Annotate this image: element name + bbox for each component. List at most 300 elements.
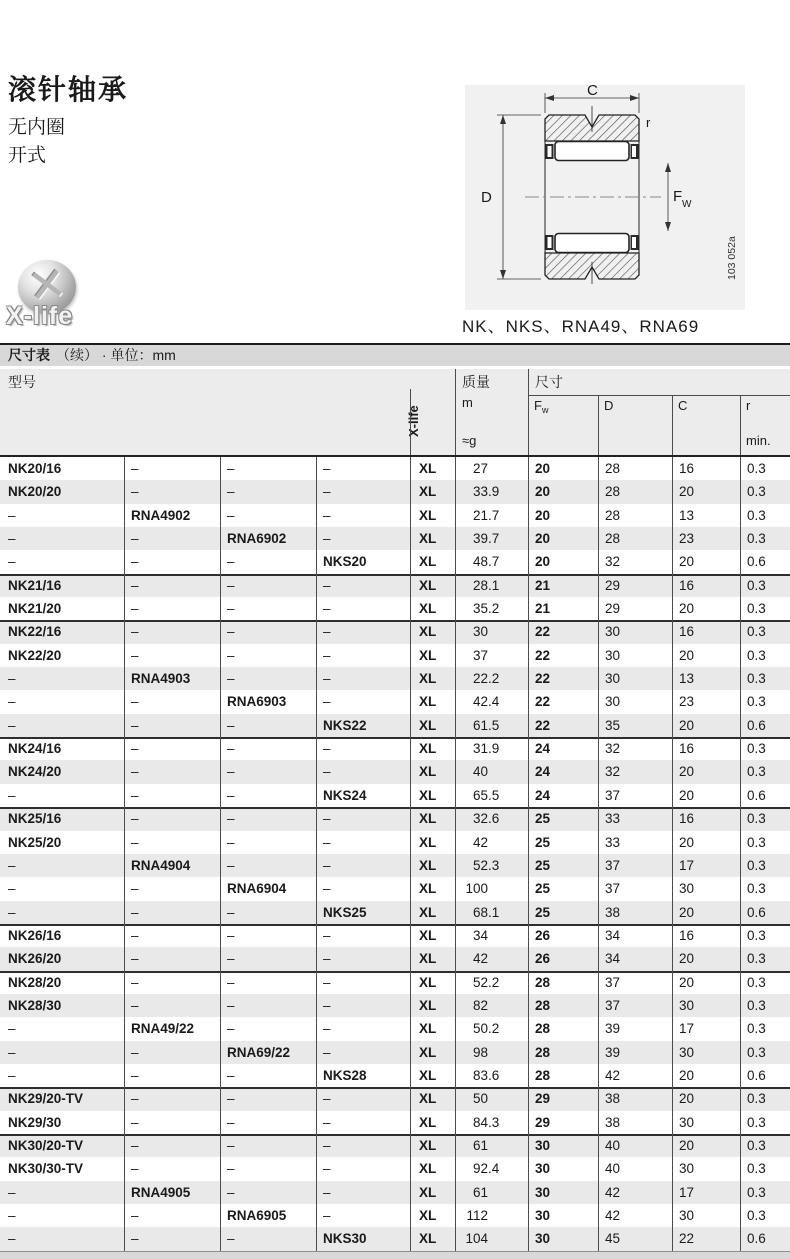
cell-fw: 30 xyxy=(528,1227,598,1250)
cell-model-rna69: – xyxy=(220,574,316,597)
cell-model-nks: NKS25 xyxy=(316,901,410,924)
cell-r: 0.3 xyxy=(740,807,790,830)
cell-model-rna69: – xyxy=(220,644,316,667)
table-row xyxy=(0,667,790,690)
cell-fw: 28 xyxy=(528,971,598,994)
table-row xyxy=(0,924,790,947)
cell-mass: 42 xyxy=(455,947,528,970)
cell-model-nk: NK24/16 xyxy=(8,741,62,757)
cell-model-rna69: – xyxy=(220,550,316,573)
cell-d: 34 xyxy=(598,924,672,947)
cell-fw: 22 xyxy=(528,644,598,667)
cell-model-nk: – xyxy=(8,554,16,570)
cell-model-nks: – xyxy=(316,574,410,597)
cell-xlife: XL xyxy=(410,1157,455,1180)
cell-model-nk: – xyxy=(8,1184,16,1200)
cell-xlife: XL xyxy=(410,877,455,900)
cell-c: 13 xyxy=(672,504,740,527)
table-row xyxy=(0,947,790,970)
cell-model-rna69: – xyxy=(220,1064,316,1087)
cell-model-rna69: – xyxy=(220,714,316,737)
cell-model-nk: NK20/16 xyxy=(8,461,62,476)
cell-xlife: XL xyxy=(410,994,455,1017)
cell-xlife: XL xyxy=(410,480,455,503)
cell-xlife: XL xyxy=(410,854,455,877)
cell-c: 17 xyxy=(672,854,740,877)
cell-mass: 104 xyxy=(455,1227,528,1250)
cell-r: 0.3 xyxy=(740,597,790,620)
table-row xyxy=(0,597,790,620)
cell-model-nks: – xyxy=(316,924,410,947)
cell-model-nk: – xyxy=(8,881,16,897)
cell-d: 40 xyxy=(598,1134,672,1157)
cell-c: 16 xyxy=(672,457,740,480)
cell-xlife: XL xyxy=(410,1017,455,1040)
section-bar xyxy=(0,343,790,366)
cell-model-nks: – xyxy=(316,457,410,480)
cell-fw: 22 xyxy=(528,620,598,643)
cell-r: 0.3 xyxy=(740,877,790,900)
cell-model-rna69: RNA6905 xyxy=(220,1204,316,1227)
cell-d: 28 xyxy=(598,457,672,480)
table-row xyxy=(0,457,790,480)
cell-model-nks: – xyxy=(316,597,410,620)
cell-c: 20 xyxy=(672,1064,740,1087)
cell-model-nk: NK22/20 xyxy=(8,647,62,663)
cell-model-rna69: – xyxy=(220,807,316,830)
cell-mass: 82 xyxy=(455,994,528,1017)
cell-mass: 35.2 xyxy=(455,597,528,620)
bearing-drawing xyxy=(465,85,745,310)
cell-mass: 50.2 xyxy=(455,1017,528,1040)
section-bar-title: 尺寸表 xyxy=(8,347,50,363)
cell-model-nk: – xyxy=(8,857,16,873)
table-row xyxy=(0,574,790,597)
cell-c: 20 xyxy=(672,971,740,994)
cell-xlife: XL xyxy=(410,1111,455,1134)
cell-model-rna69: RNA6904 xyxy=(220,877,316,900)
table-row xyxy=(0,1204,790,1227)
cell-c: 17 xyxy=(672,1017,740,1040)
cell-model-nks: NKS30 xyxy=(316,1227,410,1250)
cell-c: 20 xyxy=(672,480,740,503)
cell-c: 30 xyxy=(672,1041,740,1064)
cell-xlife: XL xyxy=(410,550,455,573)
cell-r: 0.3 xyxy=(740,1181,790,1204)
cell-model-nks: – xyxy=(316,620,410,643)
cell-d: 30 xyxy=(598,690,672,713)
cell-d: 39 xyxy=(598,1017,672,1040)
cell-r: 0.3 xyxy=(740,480,790,503)
cell-r: 0.6 xyxy=(740,1227,790,1250)
cell-r: 0.3 xyxy=(740,760,790,783)
cell-model-rna49: – xyxy=(124,1157,220,1180)
cell-model-rna69: – xyxy=(220,784,316,807)
cell-mass: 98 xyxy=(455,1041,528,1064)
table-row xyxy=(0,1111,790,1134)
cell-fw: 25 xyxy=(528,807,598,830)
cell-mass: 52.3 xyxy=(455,854,528,877)
cell-mass: 30 xyxy=(455,620,528,643)
cell-c: 17 xyxy=(672,1181,740,1204)
cell-model-rna49: – xyxy=(124,690,220,713)
cell-model-rna69: – xyxy=(220,737,316,760)
cell-d: 45 xyxy=(598,1227,672,1250)
cell-xlife: XL xyxy=(410,1181,455,1204)
cell-model-nks: – xyxy=(316,760,410,783)
table-row xyxy=(0,1064,790,1087)
cell-r: 0.3 xyxy=(740,831,790,854)
table-header xyxy=(0,369,790,457)
cell-model-rna49: – xyxy=(124,1111,220,1134)
subtitle-open-type: 开式 xyxy=(8,145,47,166)
cell-xlife: XL xyxy=(410,1134,455,1157)
header-divider xyxy=(598,395,599,455)
cell-c: 16 xyxy=(672,924,740,947)
cell-model-nks: – xyxy=(316,1041,410,1064)
cell-model-nks: – xyxy=(316,1204,410,1227)
table-row xyxy=(0,1041,790,1064)
cell-model-rna69: – xyxy=(220,994,316,1017)
table-row xyxy=(0,1134,790,1157)
cell-c: 20 xyxy=(672,597,740,620)
cell-model-nk: – xyxy=(8,507,16,523)
cell-d: 37 xyxy=(598,784,672,807)
cell-xlife: XL xyxy=(410,574,455,597)
cell-fw: 28 xyxy=(528,994,598,1017)
table-row xyxy=(0,807,790,830)
cell-fw: 28 xyxy=(528,1041,598,1064)
cell-r: 0.3 xyxy=(740,574,790,597)
cell-mass: 84.3 xyxy=(455,1111,528,1134)
cell-model-rna69: – xyxy=(220,854,316,877)
cell-model-rna69: – xyxy=(220,901,316,924)
cell-model-nks: NKS28 xyxy=(316,1064,410,1087)
cell-d: 38 xyxy=(598,1087,672,1110)
cell-d: 29 xyxy=(598,574,672,597)
cell-mass: 48.7 xyxy=(455,550,528,573)
cell-model-rna49: – xyxy=(124,1087,220,1110)
cell-r: 0.3 xyxy=(740,527,790,550)
cell-model-nk: NK22/16 xyxy=(8,624,62,640)
cell-model-rna69: – xyxy=(220,1157,316,1180)
table-row xyxy=(0,504,790,527)
cell-model-nk: NK25/16 xyxy=(8,811,62,827)
cell-xlife: XL xyxy=(410,597,455,620)
cell-xlife: XL xyxy=(410,760,455,783)
cell-r: 0.3 xyxy=(740,947,790,970)
cell-model-nks: – xyxy=(316,690,410,713)
cell-model-nks: – xyxy=(316,480,410,503)
cell-model-rna49: – xyxy=(124,971,220,994)
cell-model-nk: – xyxy=(8,1208,16,1223)
cell-model-nk: – xyxy=(8,1021,16,1037)
cell-c: 20 xyxy=(672,760,740,783)
cell-model-rna69: RNA69/22 xyxy=(220,1041,316,1064)
cell-c: 20 xyxy=(672,1134,740,1157)
cell-model-rna49: – xyxy=(124,901,220,924)
table-row xyxy=(0,1087,790,1110)
cell-mass: 42 xyxy=(455,831,528,854)
col-header-r: r xyxy=(746,398,751,413)
cell-fw: 20 xyxy=(528,504,598,527)
cell-model-rna69: – xyxy=(220,457,316,480)
table-row xyxy=(0,877,790,900)
cell-r: 0.3 xyxy=(740,1157,790,1180)
cell-model-rna49: – xyxy=(124,1227,220,1250)
cell-d: 33 xyxy=(598,831,672,854)
cell-fw: 29 xyxy=(528,1111,598,1134)
cell-c: 23 xyxy=(672,527,740,550)
cell-model-rna69: – xyxy=(220,667,316,690)
cell-model-nk: NK20/20 xyxy=(8,484,62,500)
cell-model-rna49: – xyxy=(124,947,220,970)
cell-c: 13 xyxy=(672,667,740,690)
cell-r: 0.3 xyxy=(740,971,790,994)
cell-fw: 20 xyxy=(528,480,598,503)
figure-code: 103 052a xyxy=(726,236,738,280)
cell-model-rna49: – xyxy=(124,807,220,830)
cell-mass: 42.4 xyxy=(455,690,528,713)
cell-model-nks: – xyxy=(316,831,410,854)
col-header-mass: 质量 xyxy=(462,374,490,390)
cell-d: 37 xyxy=(598,854,672,877)
bearing-cross-section-svg xyxy=(465,85,745,310)
cell-mass: 50 xyxy=(455,1087,528,1110)
table-row xyxy=(0,1181,790,1204)
cell-model-nk: NK28/30 xyxy=(8,997,62,1013)
cell-fw: 26 xyxy=(528,947,598,970)
cell-fw: 24 xyxy=(528,760,598,783)
col-header-mass-unit: ≈g xyxy=(462,433,477,448)
cell-mass: 61 xyxy=(455,1181,528,1204)
cell-d: 32 xyxy=(598,550,672,573)
cell-r: 0.3 xyxy=(740,1041,790,1064)
cell-d: 34 xyxy=(598,947,672,970)
cell-model-nk: NK21/16 xyxy=(8,577,62,593)
cell-mass: 83.6 xyxy=(455,1064,528,1087)
table-row xyxy=(0,1227,790,1250)
cell-mass: 32.6 xyxy=(455,807,528,830)
cell-d: 38 xyxy=(598,1111,672,1134)
cell-mass: 31.9 xyxy=(455,737,528,760)
cell-model-rna49: RNA4902 xyxy=(124,504,220,527)
table-row xyxy=(0,690,790,713)
cell-model-nk: NK30/20-TV xyxy=(8,1137,84,1153)
cell-model-rna49: – xyxy=(124,1134,220,1157)
col-header-dimensions: 尺寸 xyxy=(535,374,563,390)
cell-fw: 28 xyxy=(528,1017,598,1040)
cell-model-rna49: – xyxy=(124,597,220,620)
cell-model-rna49: – xyxy=(124,574,220,597)
cell-model-nks: – xyxy=(316,504,410,527)
cell-model-nks: – xyxy=(316,644,410,667)
cell-model-nks: NKS22 xyxy=(316,714,410,737)
table-row xyxy=(0,527,790,550)
cell-model-rna49: – xyxy=(124,527,220,550)
cell-c: 16 xyxy=(672,737,740,760)
cell-xlife: XL xyxy=(410,504,455,527)
cell-fw: 28 xyxy=(528,1064,598,1087)
cell-d: 37 xyxy=(598,994,672,1017)
header-divider xyxy=(410,389,411,455)
cell-d: 37 xyxy=(598,877,672,900)
cell-mass: 65.5 xyxy=(455,784,528,807)
cell-model-rna69: – xyxy=(220,1227,316,1250)
cell-model-rna69: – xyxy=(220,620,316,643)
col-header-fw: $F_w$ xyxy=(534,398,549,415)
cell-r: 0.3 xyxy=(740,457,790,480)
cell-model-rna49: – xyxy=(124,644,220,667)
cell-model-rna69: – xyxy=(220,831,316,854)
cell-model-nks: – xyxy=(316,971,410,994)
cell-r: 0.3 xyxy=(740,644,790,667)
table-row xyxy=(0,760,790,783)
cell-fw: 25 xyxy=(528,831,598,854)
cell-fw: 25 xyxy=(528,877,598,900)
cell-model-rna49: RNA4903 xyxy=(124,667,220,690)
cell-xlife: XL xyxy=(410,457,455,480)
xlife-logo-text: X-life xyxy=(6,302,74,330)
cell-model-nk: – xyxy=(8,671,16,687)
cell-xlife: XL xyxy=(410,971,455,994)
cell-fw: 30 xyxy=(528,1134,598,1157)
cell-c: 16 xyxy=(672,574,740,597)
cell-model-rna49: – xyxy=(124,620,220,643)
cell-model-rna49: – xyxy=(124,457,220,480)
cell-r: 0.6 xyxy=(740,550,790,573)
cell-model-rna69: – xyxy=(220,947,316,970)
cell-xlife: XL xyxy=(410,644,455,667)
cell-c: 30 xyxy=(672,1204,740,1227)
cell-model-rna49: – xyxy=(124,924,220,947)
xlife-x-icon: ✕ xyxy=(24,256,70,314)
cell-mass: 21.7 xyxy=(455,504,528,527)
cell-d: 29 xyxy=(598,597,672,620)
cell-mass: 28.1 xyxy=(455,574,528,597)
cell-d: 42 xyxy=(598,1204,672,1227)
table-row xyxy=(0,854,790,877)
cell-model-rna49: – xyxy=(124,714,220,737)
dim-label-d: D xyxy=(481,189,492,206)
dim-label-fw-sub: W xyxy=(682,199,692,210)
page-title: 滚针轴承 xyxy=(8,74,129,105)
cell-r: 0.6 xyxy=(740,1064,790,1087)
cell-model-rna69: – xyxy=(220,1087,316,1110)
cell-c: 20 xyxy=(672,947,740,970)
cell-model-nk: NK28/20 xyxy=(8,974,62,990)
cell-xlife: XL xyxy=(410,737,455,760)
cell-c: 16 xyxy=(672,620,740,643)
cell-model-nk: – xyxy=(8,531,16,547)
col-header-d: D xyxy=(604,398,614,413)
dim-label-c: C xyxy=(587,85,598,99)
cell-c: 23 xyxy=(672,690,740,713)
table-row xyxy=(0,1157,790,1180)
cell-d: 32 xyxy=(598,760,672,783)
table-row xyxy=(0,994,790,1017)
cell-fw: 20 xyxy=(528,527,598,550)
cell-xlife: XL xyxy=(410,714,455,737)
cell-fw: 30 xyxy=(528,1157,598,1180)
cell-r: 0.6 xyxy=(740,714,790,737)
cell-c: 30 xyxy=(672,1111,740,1134)
cell-r: 0.3 xyxy=(740,994,790,1017)
cell-xlife: XL xyxy=(410,901,455,924)
cell-fw: 29 xyxy=(528,1087,598,1110)
table-row xyxy=(0,831,790,854)
table-row xyxy=(0,784,790,807)
cell-model-nks: – xyxy=(316,1181,410,1204)
table-row xyxy=(0,550,790,573)
cell-xlife: XL xyxy=(410,527,455,550)
cell-r: 0.3 xyxy=(740,690,790,713)
cell-model-rna69: – xyxy=(220,1134,316,1157)
cell-xlife: XL xyxy=(410,667,455,690)
cell-fw: 30 xyxy=(528,1204,598,1227)
cell-model-rna69: – xyxy=(220,924,316,947)
cell-model-rna49: – xyxy=(124,550,220,573)
cell-fw: 30 xyxy=(528,1181,598,1204)
cell-r: 0.3 xyxy=(740,924,790,947)
table-row xyxy=(0,714,790,737)
cell-model-rna69: – xyxy=(220,480,316,503)
cell-model-rna49: – xyxy=(124,994,220,1017)
xlife-logo xyxy=(4,256,114,336)
cell-d: 42 xyxy=(598,1064,672,1087)
cell-fw: 22 xyxy=(528,714,598,737)
cell-xlife: XL xyxy=(410,620,455,643)
table-row xyxy=(0,644,790,667)
cell-r: 0.3 xyxy=(740,1111,790,1134)
cell-fw: 22 xyxy=(528,667,598,690)
table-body xyxy=(0,457,790,1251)
cell-d: 30 xyxy=(598,644,672,667)
cell-model-rna69: – xyxy=(220,1017,316,1040)
cell-r: 0.3 xyxy=(740,737,790,760)
cell-model-nks: – xyxy=(316,1111,410,1134)
cell-r: 0.3 xyxy=(740,620,790,643)
cell-model-nks: – xyxy=(316,667,410,690)
cell-model-nks: NKS24 xyxy=(316,784,410,807)
cell-d: 42 xyxy=(598,1181,672,1204)
cell-fw: 20 xyxy=(528,457,598,480)
cell-model-rna49: – xyxy=(124,1204,220,1227)
cell-c: 22 xyxy=(672,1227,740,1250)
cell-r: 0.3 xyxy=(740,1134,790,1157)
cell-d: 30 xyxy=(598,620,672,643)
col-header-model: 型号 xyxy=(8,374,36,390)
cell-model-nks: – xyxy=(316,1017,410,1040)
cell-model-nk: – xyxy=(8,787,16,803)
cell-model-rna49: RNA4905 xyxy=(124,1181,220,1204)
cell-model-nk: NK26/16 xyxy=(8,927,62,943)
cell-c: 30 xyxy=(672,1157,740,1180)
cell-model-nk: NK29/30 xyxy=(8,1114,62,1130)
dim-label-r: r xyxy=(646,115,651,130)
cell-r: 0.3 xyxy=(740,1087,790,1110)
cell-xlife: XL xyxy=(410,1064,455,1087)
cell-r: 0.3 xyxy=(740,667,790,690)
cell-model-nks: – xyxy=(316,854,410,877)
cell-model-nks: – xyxy=(316,1157,410,1180)
cell-xlife: XL xyxy=(410,831,455,854)
cell-model-nks: – xyxy=(316,807,410,830)
cell-model-nks: – xyxy=(316,947,410,970)
cell-fw: 20 xyxy=(528,550,598,573)
cell-d: 35 xyxy=(598,714,672,737)
cell-model-nk: NK24/20 xyxy=(8,764,62,780)
